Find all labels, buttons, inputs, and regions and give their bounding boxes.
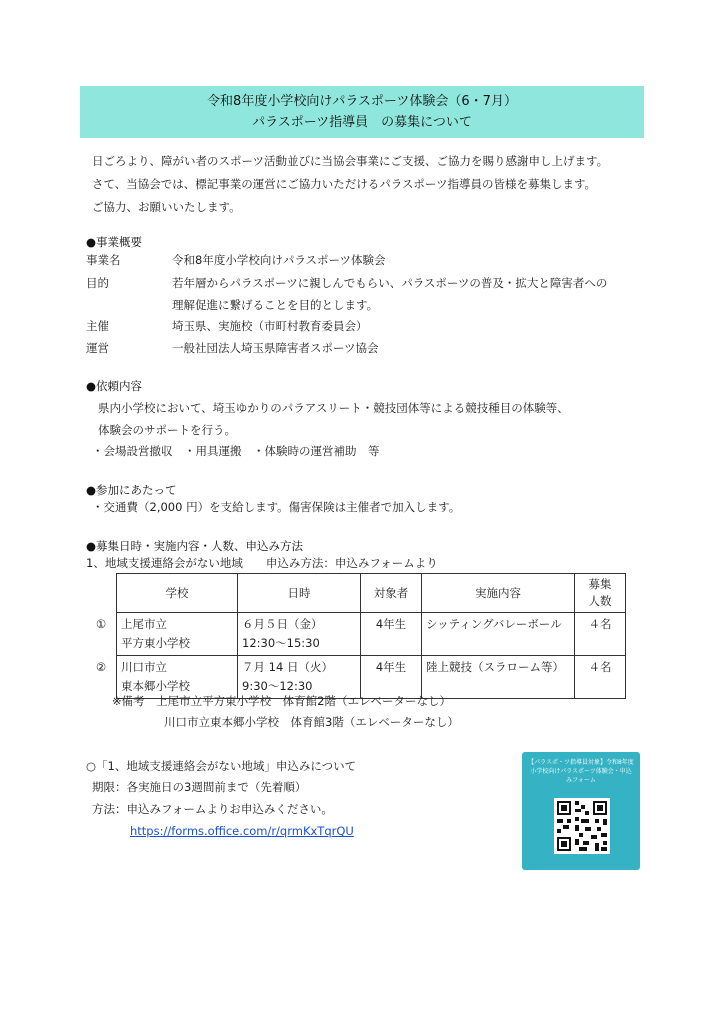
- request-heading: ●依頼内容: [86, 379, 143, 393]
- overview-heading: ●事業概要: [86, 235, 143, 249]
- table-header: 日時: [238, 574, 361, 613]
- row-content: シッティングバレーボール: [422, 613, 575, 656]
- row-date-day: ６月５日（金）: [242, 617, 323, 631]
- recruit-subheading: 1、地域支援連絡会がない地域 申込み方法：申込みフォームより: [86, 556, 438, 570]
- row-date-day: ７月 14 日（火）: [242, 660, 333, 674]
- qr-caption: 【パラスポ・ツ指導員対象】令和8年度小学校向けパラスポーツ体験会・申込みフォーム: [528, 759, 634, 784]
- qr-card: [522, 752, 640, 870]
- row-number: ①: [95, 616, 107, 631]
- row-date-time: 9:30～12:30: [242, 679, 313, 693]
- row-school-name: 平方東小学校: [121, 636, 190, 650]
- overview-label: 事業名: [86, 253, 121, 267]
- row-school-name: 東本郷小学校: [121, 679, 190, 693]
- row-target: 4年生: [361, 613, 422, 656]
- table-header: 実施内容: [422, 574, 575, 613]
- recruit-note: 川口市立東本郷小学校 体育館3階（エレベーターなし）: [164, 715, 459, 729]
- table-header: 学校: [117, 574, 238, 613]
- overview-value: 埼玉県、実施校（市町村教育委員会）: [172, 319, 368, 333]
- row-count: ４名: [575, 656, 626, 699]
- intro-line: ご協力、お願いいたします。: [92, 200, 241, 214]
- participation-heading: ●参加にあたって: [86, 483, 177, 497]
- row-date: [238, 613, 361, 656]
- row-number: ②: [95, 659, 107, 674]
- intro: [92, 150, 652, 219]
- intro-line: さて、当協会では、標記事業の運営にご協力いただけるパラスポーツ指導員の皆様を募集します。: [92, 177, 597, 191]
- apply-method: 方法：申込みフォームよりお申込みください。: [92, 802, 333, 816]
- overview-value: 令和8年度小学校向けパラスポーツ体験会: [172, 253, 386, 267]
- intro-line: 日ごろより、障がい者のスポーツ活動並びに当協会事業にご支援、ご協力を賜り感謝申し上げます。: [92, 154, 609, 168]
- row-school-city: 川口市立: [121, 660, 167, 674]
- qr-code-graphic: [554, 798, 610, 854]
- request-items: ・会場設営撤収 ・用具運搬 ・体験時の運営補助 等: [92, 444, 380, 458]
- qr-code-icon[interactable]: [554, 798, 610, 854]
- row-content: 陸上競技（スラローム等）: [422, 656, 575, 699]
- request-line: 県内小学校において、埼玉ゆかりのパラアスリート・競技団体等による競技種目の体験等、: [98, 401, 569, 415]
- row-school-city: 上尾市立: [121, 617, 167, 631]
- table-header: 対象者: [361, 574, 422, 613]
- request-line: 体験会のサポートを行う。: [98, 423, 236, 437]
- table-row: [86, 613, 626, 656]
- overview-value: 若年層からパラスポーツに親しんでもらい、パラスポーツの普及・拡大と障害者への: [172, 276, 608, 290]
- title-line2: パラスポーツ指導員 の募集について: [252, 115, 472, 130]
- overview-value-cont: 理解促進に繋げることを目的とします。: [172, 298, 379, 312]
- table-header-row: [86, 574, 626, 613]
- recruit-heading: ●募集日時・実施内容・人数、申込み方法: [86, 539, 304, 553]
- overview-value: 一般社団法人埼玉県障害者スポーツ協会: [172, 341, 379, 355]
- apply-deadline: 期限：各実施日の3週間前まで（先着順）: [92, 780, 307, 794]
- row-date-time: 12:30～15:30: [242, 636, 320, 650]
- recruit-note: ※備考 上尾市立平方東小学校 体育館2階（エレベーターなし）: [112, 694, 451, 708]
- apply-form-link[interactable]: https://forms.office.com/r/qrmKxTqrQU: [130, 824, 354, 838]
- table-header-blank: [86, 574, 117, 613]
- table-header-count-2: 人数: [588, 594, 612, 608]
- row-target: 4年生: [361, 656, 422, 699]
- overview-label: 主催: [86, 319, 109, 333]
- table-header-count-1: 募集: [588, 577, 612, 591]
- table-header-count: [575, 574, 626, 613]
- overview-label: 目的: [86, 276, 109, 290]
- row-count: ４名: [575, 613, 626, 656]
- apply-heading: ○「1、地域支援連絡会がない地域」申込みについて: [86, 759, 357, 773]
- participation-line: ・交通費（2,000 円）を支給します。傷害保険は主催者で加入します。: [92, 500, 461, 514]
- row-school: [117, 613, 238, 656]
- overview-label: 運営: [86, 341, 109, 355]
- title-box: [80, 86, 644, 138]
- recruit-table: [86, 573, 626, 699]
- title-line1: 令和8年度小学校向けパラスポーツ体験会（6・7月）: [207, 94, 517, 109]
